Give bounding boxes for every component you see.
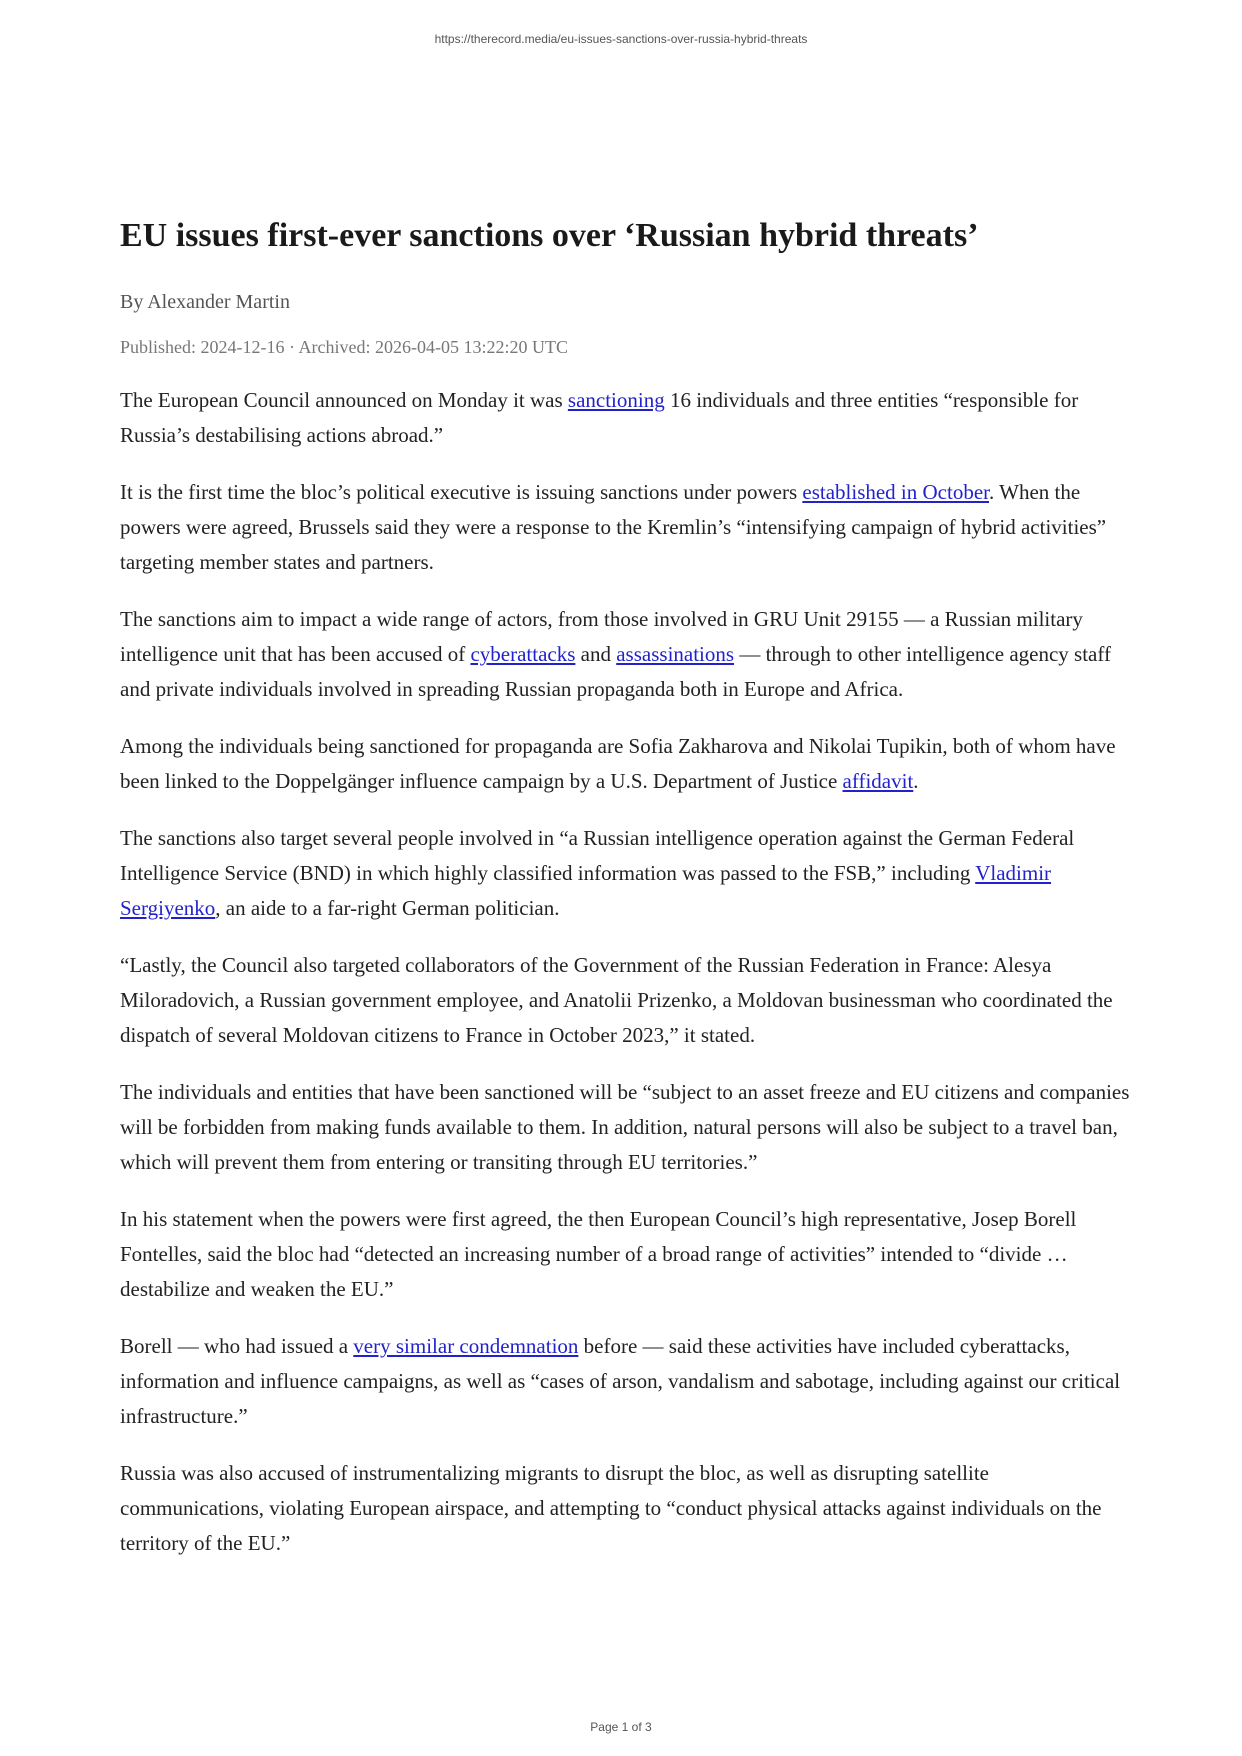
- article-paragraph: [120, 475, 1130, 580]
- article-paragraph: [120, 1329, 1130, 1434]
- article-paragraph: [120, 383, 1130, 453]
- article-byline: By Alexander Martin: [120, 291, 290, 313]
- article-body: [120, 383, 1130, 1561]
- paragraph-text: The individuals and entities that have been sanctioned will be “subject to an asset freeze and EU citizens and companies will be forbidden from making funds available to them. In addition, natural persons will also be subject to a travel ban, which will prevent them from entering or transiting through EU territories.”: [120, 1080, 1130, 1174]
- paragraph-text: — through to other intelligence agency staff and private individuals involved in spreading Russian propaganda both in Europe and Africa.: [120, 642, 1111, 701]
- article-paragraph: [120, 1202, 1130, 1307]
- paragraph-text: Among the individuals being sanctioned for propaganda are Sofia Zakharova and Nikolai Tupikin, both of whom have been linked to the Doppelgänger influence campaign by a U.S. Department of Justice: [120, 734, 1116, 793]
- cyberattacks-link[interactable]: cyberattacks: [470, 642, 576, 666]
- vladimir-sergiyenko-link[interactable]: Vladimir Sergiyenko: [120, 861, 1052, 920]
- paragraph-text: .: [913, 769, 919, 793]
- paragraph-text: Borell — who had issued a: [120, 1334, 354, 1358]
- paragraph-text: The sanctions also target several people involved in “a Russian intelligence operation against the German Federal Intelligence Service (BND) in which highly classified information was passed to the FSB,” including: [120, 826, 1075, 885]
- article-paragraph: [120, 1456, 1130, 1561]
- very-similar-condemnation-link[interactable]: very similar condemnation: [353, 1334, 579, 1358]
- affidavit-link[interactable]: affidavit: [842, 769, 914, 793]
- established-in-october-link[interactable]: established in October: [802, 480, 989, 504]
- article-paragraph: [120, 1075, 1130, 1180]
- paragraph-text: “Lastly, the Council also targeted collaborators of the Government of the Russian Federation in France: Alesya Miloradovich, a Russian government employee, and Anatolii Prizenko, a Moldovan businessman who coordinated the dispatch of several Moldovan citizens to France in October 2023,” it stated.: [120, 953, 1113, 1047]
- paragraph-text: before — said these activities have included cyberattacks, information and influence campaigns, as well as “cases of arson, vandalism and sabotage, including against our critical infrastructure.”: [120, 1334, 1121, 1428]
- article-title: EU issues first-ever sanctions over ‘Russian hybrid threats’: [120, 217, 979, 254]
- paragraph-text: It is the first time the bloc’s political executive is issuing sanctions under powers: [120, 480, 803, 504]
- article-paragraph: [120, 948, 1130, 1053]
- article-paragraph: [120, 729, 1130, 799]
- article-paragraph: [120, 821, 1130, 926]
- assassinations-link[interactable]: assassinations: [616, 642, 735, 666]
- paragraph-text: In his statement when the powers were first agreed, the then European Council’s high representative, Josep Borell Fontelles, said the bloc had “detected an increasing number of a broad range of activities” intended to “divide … destabilize and weaken the EU.”: [120, 1207, 1077, 1301]
- page-url: https://therecord.media/eu-issues-sanctions-over-russia-hybrid-threats: [434, 32, 808, 46]
- paragraph-text: , an aide to a far-right German politician.: [215, 896, 560, 920]
- paragraph-text: The European Council announced on Monday it was: [120, 388, 568, 412]
- article: [120, 212, 1130, 1583]
- paragraph-text: The sanctions aim to impact a wide range of actors, from those involved in GRU Unit 29155 — a Russian military intelligence unit that has been accused of: [120, 607, 1083, 666]
- page-number: Page 1 of 3: [590, 1720, 652, 1734]
- article-paragraph: [120, 602, 1130, 707]
- article-meta: Published: 2024-12-16 · Archived: 2026-04-05 13:22:20 UTC: [120, 337, 568, 357]
- sanctioning-link[interactable]: sanctioning: [567, 388, 665, 412]
- paragraph-text: . When the powers were agreed, Brussels said they were a response to the Kremlin’s “intensifying campaign of hybrid activities” targeting member states and partners.: [120, 480, 1107, 574]
- paragraph-text: Russia was also accused of instrumentalizing migrants to disrupt the bloc, as well as disrupting satellite communications, violating European airspace, and attempting to “conduct physical attacks against individuals on the territory of the EU.”: [120, 1461, 1102, 1555]
- paragraph-text: 16 individuals and three entities “responsible for Russia’s destabilising actions abroad.”: [120, 388, 1079, 447]
- paragraph-text: and: [575, 642, 617, 666]
